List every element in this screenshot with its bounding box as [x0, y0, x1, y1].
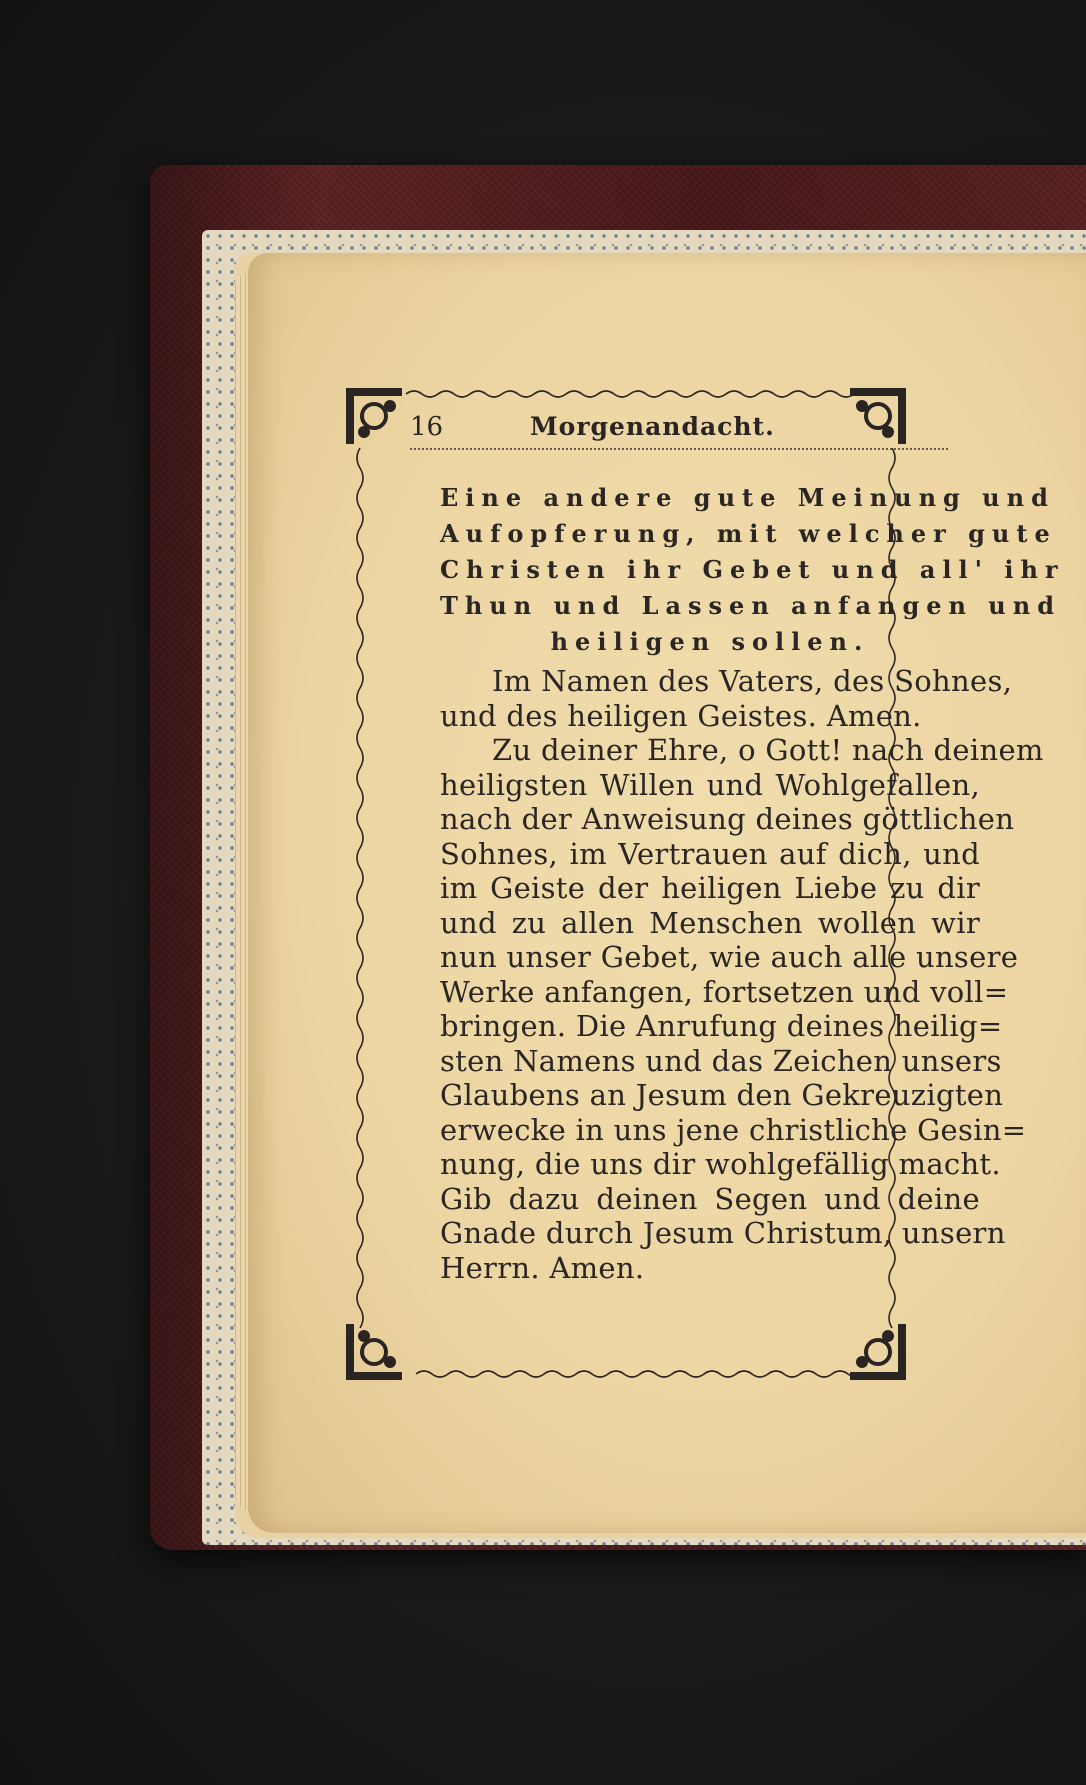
heading-line: Christen ihr Gebet und all' ihr — [440, 555, 1065, 584]
heading-line: Eine andere gute Meinung und — [440, 483, 1055, 512]
text-line: heiligsten Willen und Wohlgefallen, — [440, 767, 980, 802]
text-line: Glaubens an Jesum den Gekreuzigten — [440, 1078, 1004, 1112]
heading-line: Thun und Lassen anfangen und — [440, 591, 1061, 620]
paragraph-prayer — [440, 733, 1044, 1285]
text-line: nach der Anweisung deines göttlichen — [440, 802, 1015, 836]
text-line: bringen. Die Anrufung deines heilig= — [440, 1009, 1003, 1043]
text-line: und zu allen Menschen wollen wir — [440, 905, 980, 940]
text-line: Werke anfangen, fortsetzen und voll= — [440, 974, 1009, 1009]
running-head: Morgenandacht. — [530, 412, 775, 441]
text-line: sten Namens und das Zeichen unsers — [440, 1043, 1002, 1078]
text-line: nun unser Gebet, wie auch alle unsere — [440, 940, 1019, 974]
heading-line: heiligen sollen. — [550, 627, 870, 656]
text-line: und des heiligen Geistes. Amen. — [440, 698, 922, 733]
text-line: Gnade durch Jesum Christum, unsern — [440, 1216, 1006, 1250]
text-line: nung, die uns dir wohlgefällig macht. — [440, 1147, 1001, 1181]
text-line: Gib dazu deinen Segen und deine — [440, 1181, 980, 1216]
page-number: 16 — [410, 412, 444, 442]
text-line: Zu deiner Ehre, o Gott! nach deinem — [492, 733, 1044, 767]
text-line: im Geiste der heiligen Liebe zu dir — [440, 871, 980, 905]
text-line: Sohnes, im Vertrauen auf dich, und — [440, 836, 980, 871]
text-line: Im Namen des Vaters, des Sohnes, — [492, 664, 1013, 698]
heading-line: Aufopferung, mit welcher gute — [440, 519, 1057, 548]
text-line: erwecke in uns jene christliche Gesin= — [440, 1112, 1027, 1147]
section-heading — [440, 480, 1065, 660]
text-line: Herrn. Amen. — [440, 1250, 645, 1285]
page-text — [440, 480, 1065, 1285]
header-rule — [410, 448, 948, 450]
paragraph-invocation — [440, 664, 1013, 733]
page-header — [410, 408, 840, 448]
